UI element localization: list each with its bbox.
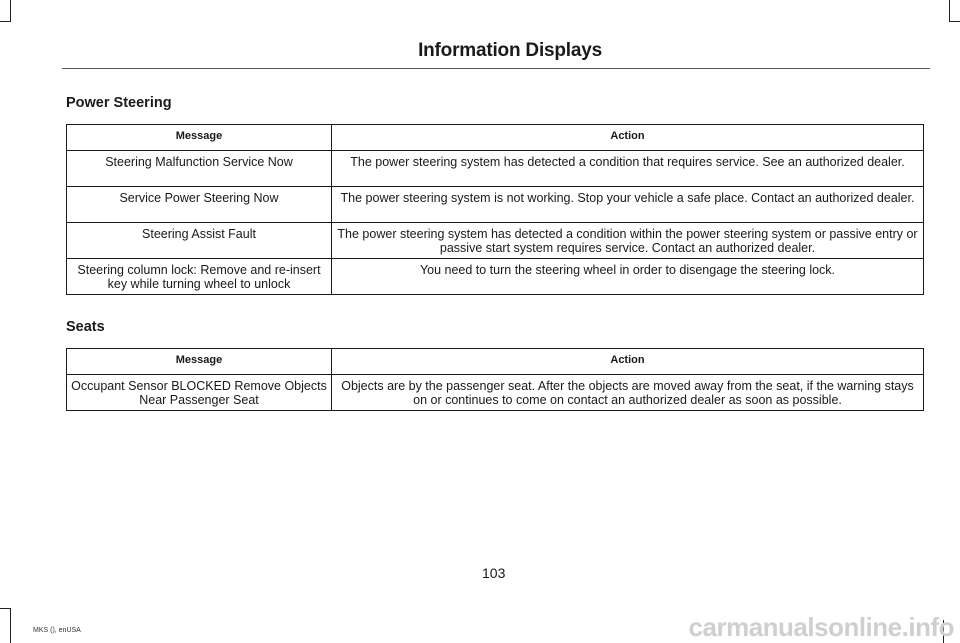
action-cell: You need to turn the steering wheel in order to disengage the steering lock. bbox=[332, 259, 924, 295]
column-header-message: Message bbox=[67, 125, 332, 151]
power-steering-table bbox=[66, 124, 924, 295]
message-cell: Steering Assist Fault bbox=[67, 223, 332, 259]
column-header-action: Action bbox=[332, 349, 924, 375]
action-cell: Objects are by the passenger seat. After the objects are moved away from the seat, if the warning stays on or continues to come on contact an authorized dealer as soon as possible. bbox=[332, 375, 924, 411]
crop-mark-bottom-left-horizontal bbox=[0, 608, 11, 609]
table-row bbox=[67, 151, 924, 187]
action-cell: The power steering system has detected a condition that requires service. See an authorized dealer. bbox=[332, 151, 924, 187]
seats-table bbox=[66, 348, 924, 411]
column-header-action: Action bbox=[332, 125, 924, 151]
crop-mark-top-left-horizontal bbox=[0, 21, 11, 22]
table-header-row bbox=[67, 349, 924, 375]
section-title-seats: Seats bbox=[66, 319, 105, 335]
watermark: carmanualsonline.info bbox=[688, 612, 954, 642]
action-cell: The power steering system has detected a condition within the power steering system or passive entry or passive start system requires service. Contact an authorized dealer. bbox=[332, 223, 924, 259]
message-cell: Steering Malfunction Service Now bbox=[67, 151, 332, 187]
table-row bbox=[67, 375, 924, 411]
crop-mark-top-right-horizontal bbox=[949, 21, 960, 22]
column-header-message: Message bbox=[67, 349, 332, 375]
message-cell: Steering column lock: Remove and re-insert key while turning wheel to unlock bbox=[67, 259, 332, 295]
footer-model-code: MKS (), enUSA bbox=[33, 627, 81, 634]
table-row bbox=[67, 259, 924, 295]
page-number: 103 bbox=[482, 565, 506, 581]
table-row bbox=[67, 187, 924, 223]
crop-mark-top-left-vertical bbox=[10, 0, 11, 22]
table-row bbox=[67, 223, 924, 259]
table-header-row bbox=[67, 125, 924, 151]
action-cell: The power steering system is not working. Stop your vehicle a safe place. Contact an authorized dealer. bbox=[332, 187, 924, 223]
message-cell: Occupant Sensor BLOCKED Remove Objects Near Passenger Seat bbox=[67, 375, 332, 411]
section-title-power-steering: Power Steering bbox=[66, 95, 172, 111]
message-cell: Service Power Steering Now bbox=[67, 187, 332, 223]
header-divider bbox=[62, 68, 930, 69]
crop-mark-bottom-left-vertical bbox=[10, 608, 11, 643]
page-header-title: Information Displays bbox=[418, 40, 602, 61]
crop-mark-top-right-vertical bbox=[949, 0, 950, 22]
